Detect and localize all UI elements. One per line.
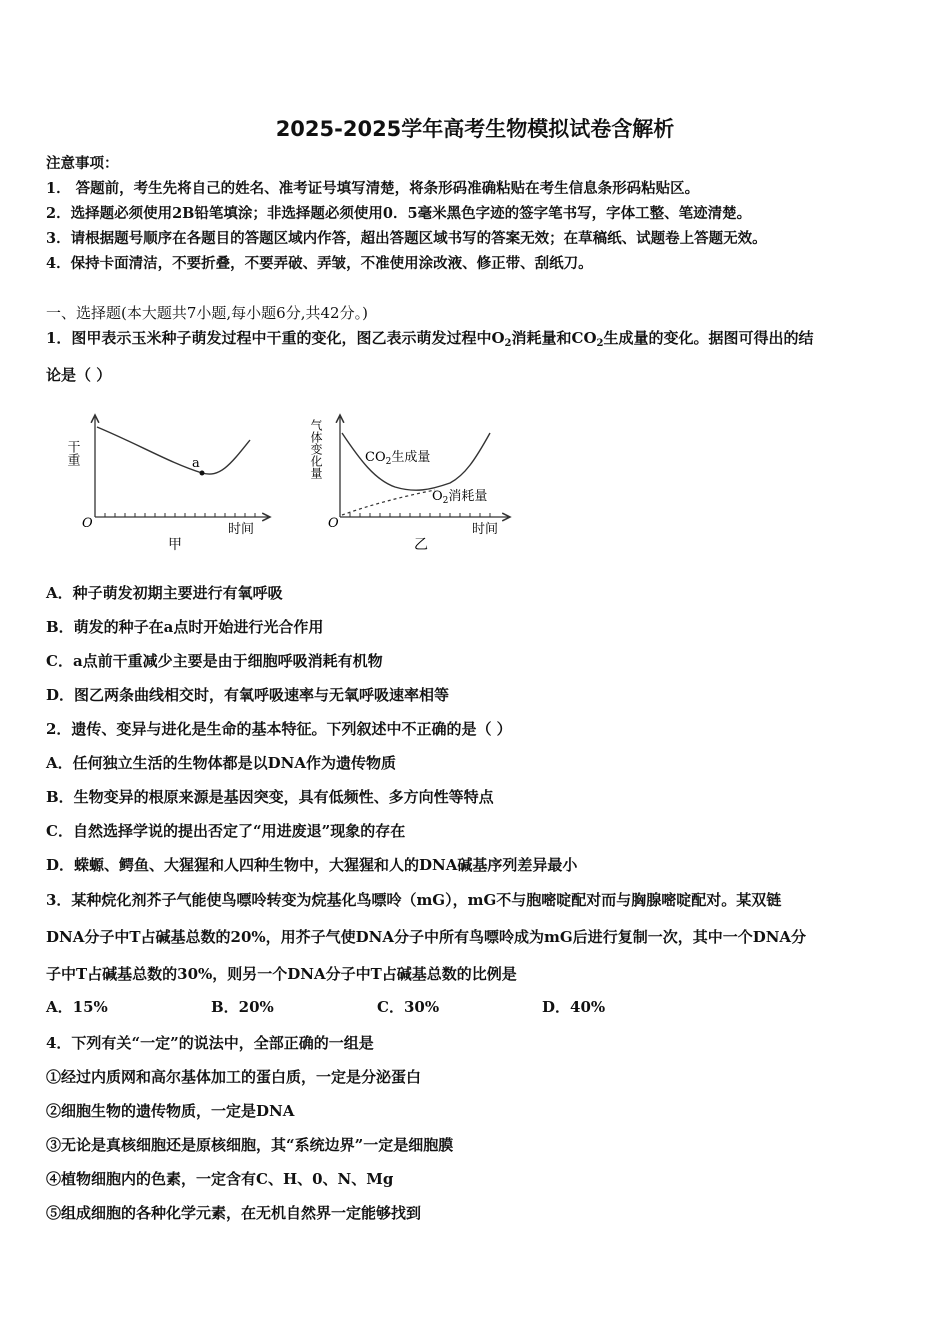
q1-option-a: A．种子萌发初期主要进行有氧呼吸 [46, 584, 283, 602]
q1-stem-cont: 论是（ ） [46, 366, 112, 384]
notice-heading: 注意事项： [46, 155, 119, 172]
yi-co2-label: $CO_2$生成量 [365, 450, 431, 467]
q4-item: ⑤组成细胞的各种化学元素，在无机自然界一定能够找到 [46, 1204, 422, 1222]
jia-point-label: a [192, 456, 200, 471]
q3-option-a: A．15% [46, 998, 108, 1016]
yi-o2-label: $O_2$消耗量 [432, 489, 488, 506]
q2-option-d: D．蝾螈、鳄鱼、大猩猩和人四种生物中，大猩猩和人的DNA碱基序列差异最小 [46, 856, 578, 874]
yi-caption: 乙 [414, 537, 428, 553]
q3-stem-line2: DNA分子中T占碱基总数的20%，用芥子气使DNA分子中所有鸟嘌呤成为mG后进行复制一次，其中一个DNA分 [46, 928, 807, 946]
yi-origin: O [328, 516, 339, 531]
q1-option-d: D．图乙两条曲线相交时，有氧呼吸速率与无氧呼吸速率相等 [46, 686, 450, 704]
q2-option-b: B．生物变异的根原来源是基因突变，具有低频性、多方向性等特点 [46, 788, 494, 806]
section-heading: 一、选择题(本大题共7小题,每小题6分,共42分。) [46, 304, 368, 322]
jia-dry-weight-curve [97, 427, 250, 474]
jia-y-label: 干重 [64, 440, 80, 466]
q2-option-a: A．任何独立生活的生物体都是以DNA作为遗传物质 [46, 754, 396, 772]
yi-x-label: 时间 [472, 522, 499, 537]
q4-item: ④植物细胞内的色素，一定含有C、H、0、N、Mg [46, 1170, 394, 1188]
q4-stem: 4．下列有关“一定”的说法中，全部正确的一组是 [46, 1034, 374, 1052]
q2-stem: 2．遗传、变异与进化是生命的基本特征。下列叙述中不正确的是（ ） [46, 720, 512, 738]
yi-o2-curve [342, 490, 435, 515]
yi-y-label: 气体变化量 [309, 419, 323, 479]
page-title: 2025-2025学年高考生物模拟试卷含解析 [275, 117, 675, 141]
q4-item: ②细胞生物的遗传物质，一定是DNA [46, 1102, 295, 1120]
q3-option-b: B．20% [211, 998, 274, 1016]
notice-item: 2．选择题必须使用2B铅笔填涂；非选择题必须使用0．5毫米黑色字迹的签字笔书写，字体工整、笔迹清楚。 [46, 205, 752, 222]
jia-origin: O [82, 516, 93, 531]
q1-option-c: C．a点前干重减少主要是由于细胞呼吸消耗有机物 [46, 652, 383, 670]
jia-x-label: 时间 [228, 522, 255, 537]
q2-option-c: C．自然选择学说的提出否定了“用进废退”现象的存在 [46, 822, 406, 840]
figure-yi [309, 415, 510, 553]
figure-jia [65, 415, 271, 553]
q1-stem: 1．图甲表示玉米种子萌发过程中干重的变化，图乙表示萌发过程中$O_2$消耗量和$CO_2$生成量的变化。据图可得出的结 [46, 329, 814, 349]
q1-option-b: B．萌发的种子在a点时开始进行光合作用 [46, 618, 324, 636]
q4-item: ①经过内质网和高尔基体加工的蛋白质，一定是分泌蛋白 [46, 1068, 422, 1086]
q3-stem-line1: 3．某种烷化剂芥子气能使鸟嘌呤转变为烷基化鸟嘌呤（mG），mG不与胞嘧啶配对而与胸腺嘧啶配对。某双链 [46, 891, 782, 909]
notice-item: 1． 答题前，考生先将自己的姓名、准考证号填写清楚，将条形码准确粘贴在考生信息条形码粘贴区。 [46, 180, 700, 197]
jia-point-a [200, 471, 205, 476]
jia-caption: 甲 [168, 537, 182, 553]
notice-item: 4．保持卡面清洁，不要折叠，不要弄破、弄皱，不准使用涂改液、修正带、刮纸刀。 [46, 255, 593, 272]
q3-stem-line3: 子中T占碱基总数的30%，则另一个DNA分子中T占碱基总数的比例是 [46, 965, 517, 983]
q4-item: ③无论是真核细胞还是原核细胞，其“系统边界”一定是细胞膜 [46, 1136, 454, 1154]
q3-option-c: C．30% [377, 998, 440, 1016]
q3-option-d: D．40% [542, 998, 606, 1016]
notice-item: 3．请根据题号顺序在各题目的答题区域内作答，超出答题区域书写的答案无效；在草稿纸、试题卷上答题无效。 [46, 230, 767, 247]
q1-figures [64, 405, 530, 560]
